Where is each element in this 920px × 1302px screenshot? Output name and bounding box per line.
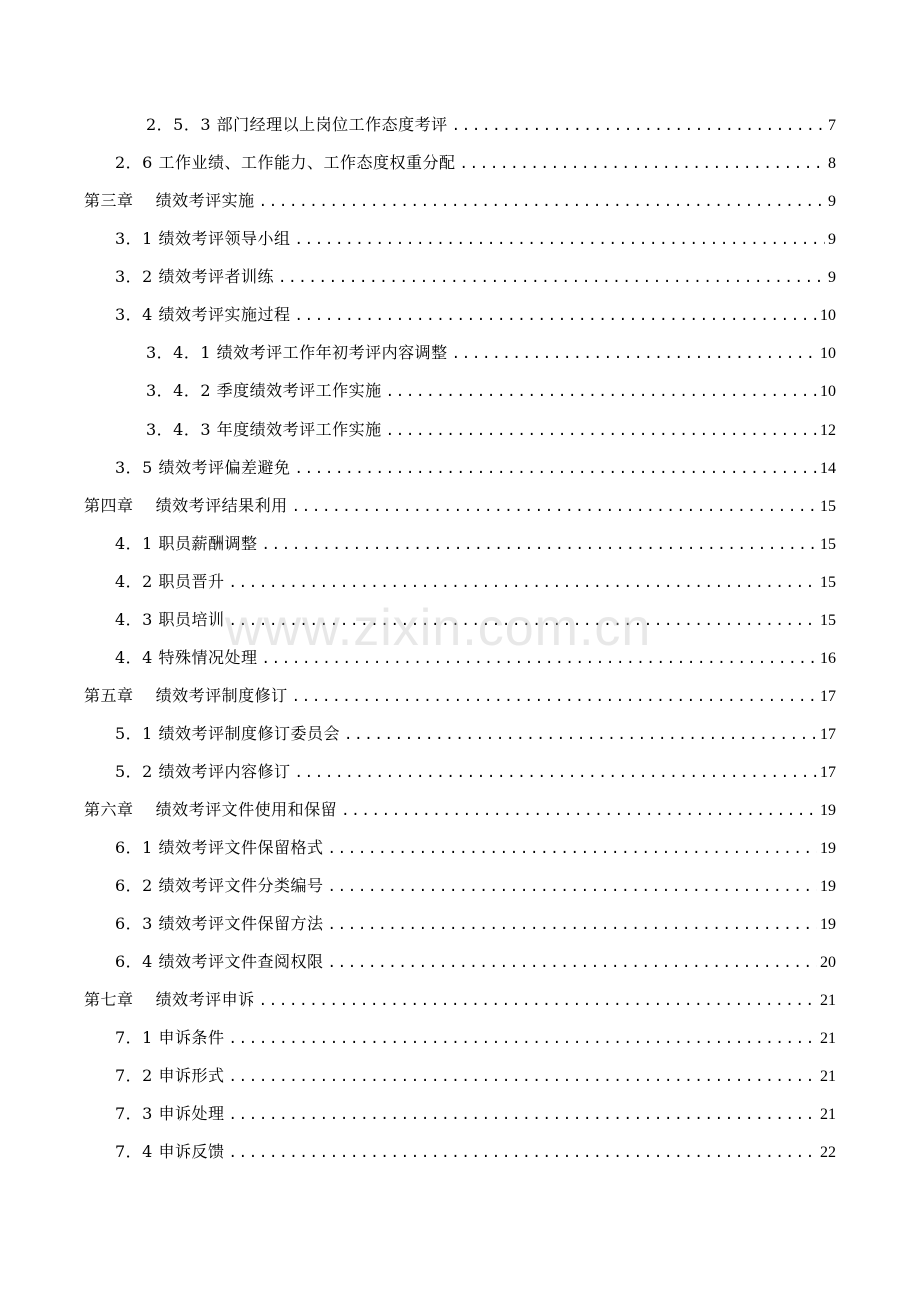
toc-entry-title: 3．2 绩效考评者训练	[115, 267, 274, 286]
toc-entry[interactable]	[146, 113, 836, 137]
toc-entry-title: 4．1 职员薪酬调整	[115, 534, 258, 553]
toc-dot-leader	[327, 837, 817, 861]
toc-entry-title: 第三章 绩效考评实施	[84, 191, 255, 210]
toc-entry-title: 4．4 特殊情况处理	[115, 648, 258, 667]
toc-dot-leader	[261, 533, 817, 557]
toc-entry-title: 4．3 职员培训	[115, 610, 225, 629]
toc-entry-title: 第四章 绩效考评结果利用	[84, 496, 288, 515]
toc-dot-leader	[294, 228, 825, 252]
toc-entry[interactable]	[115, 265, 836, 289]
toc-dot-leader	[228, 1065, 817, 1089]
toc-page-number: 15	[820, 612, 836, 629]
toc-page-number: 12	[820, 422, 836, 439]
toc-dot-leader	[459, 152, 825, 176]
toc-dot-leader	[294, 761, 817, 785]
toc-chapter-entry[interactable]	[84, 684, 836, 708]
toc-page-number: 8	[828, 155, 836, 172]
toc-entry[interactable]	[115, 1026, 836, 1050]
toc-page-number: 9	[828, 269, 836, 286]
toc-entry[interactable]	[115, 303, 836, 327]
toc-entry[interactable]	[115, 608, 836, 632]
toc-page-number: 16	[820, 650, 836, 667]
toc-page-number: 22	[820, 1144, 836, 1161]
toc-entry[interactable]	[115, 151, 836, 175]
toc-entry-title: 7．3 申诉处理	[115, 1104, 225, 1123]
toc-page-number: 19	[820, 802, 836, 819]
toc-entry-title: 2．5．3 部门经理以上岗位工作态度考评	[146, 115, 448, 134]
toc-dot-leader	[259, 989, 817, 1013]
toc-entry-title: 7．2 申诉形式	[115, 1066, 225, 1085]
toc-entry-title: 5．2 绩效考评内容修订	[115, 762, 291, 781]
toc-page-number: 17	[820, 726, 836, 743]
toc-dot-leader	[327, 951, 817, 975]
toc-entry[interactable]	[115, 646, 836, 670]
toc-dot-leader	[292, 495, 817, 519]
toc-page-number: 17	[820, 688, 836, 705]
toc-dot-leader	[452, 114, 825, 138]
toc-page-number: 15	[820, 574, 836, 591]
toc-chapter-entry[interactable]	[84, 988, 836, 1012]
toc-entry[interactable]	[115, 836, 836, 860]
toc-entry-title: 第七章 绩效考评申诉	[84, 990, 255, 1009]
toc-entry-title: 4．2 职员晋升	[115, 572, 225, 591]
toc-page-number: 10	[820, 307, 836, 324]
toc-entry[interactable]	[115, 874, 836, 898]
toc-entry-title: 3．4．2 季度绩效考评工作实施	[146, 381, 382, 400]
toc-entry[interactable]	[115, 760, 836, 784]
toc-page-number: 17	[820, 764, 836, 781]
toc-dot-leader	[228, 1141, 817, 1165]
toc-page-number: 7	[828, 117, 836, 134]
toc-entry[interactable]	[115, 1102, 836, 1126]
toc-entry[interactable]	[146, 379, 836, 403]
toc-dot-leader	[294, 304, 817, 328]
toc-dot-leader	[228, 609, 817, 633]
toc-dot-leader	[228, 1103, 817, 1127]
toc-entry-title: 第五章 绩效考评制度修订	[84, 686, 288, 705]
toc-entry[interactable]	[115, 456, 836, 480]
toc-dot-leader	[294, 457, 817, 481]
toc-entry-title: 3．4．3 年度绩效考评工作实施	[146, 420, 382, 439]
toc-entry-title: 5．1 绩效考评制度修订委员会	[115, 724, 340, 743]
toc-dot-leader	[261, 647, 817, 671]
toc-dot-leader	[344, 723, 817, 747]
toc-page-number: 9	[828, 231, 836, 248]
toc-page-number: 21	[820, 1030, 836, 1047]
watermark: www.zixin.com.cn	[225, 599, 652, 657]
toc-page-number: 9	[828, 193, 836, 210]
toc-dot-leader	[292, 685, 817, 709]
toc-dot-leader	[327, 875, 817, 899]
toc-chapter-entry[interactable]	[84, 189, 836, 213]
toc-page-number: 19	[820, 840, 836, 857]
toc-page-number: 19	[820, 878, 836, 895]
toc-page-number: 21	[820, 1068, 836, 1085]
toc-page-number: 20	[820, 954, 836, 971]
toc-entry[interactable]	[146, 341, 836, 365]
toc-page-number: 15	[820, 498, 836, 515]
toc-entry[interactable]	[115, 1064, 836, 1088]
toc-page-number: 14	[820, 460, 836, 477]
toc-dot-leader	[452, 342, 817, 366]
toc-entry-title: 3．5 绩效考评偏差避免	[115, 458, 291, 477]
toc-dot-leader	[341, 799, 817, 823]
toc-entry-title: 第六章 绩效考评文件使用和保留	[84, 800, 338, 819]
toc-entry[interactable]	[115, 532, 836, 556]
toc-page-number: 19	[820, 916, 836, 933]
toc-page-number: 21	[820, 992, 836, 1009]
toc-page-number: 10	[820, 345, 836, 362]
toc-page-number: 10	[820, 383, 836, 400]
toc-entry-title: 2．6 工作业绩、工作能力、工作态度权重分配	[115, 153, 456, 172]
toc-dot-leader	[327, 913, 817, 937]
toc-entry-title: 3．4 绩效考评实施过程	[115, 305, 291, 324]
toc-chapter-entry[interactable]	[84, 494, 836, 518]
toc-entry[interactable]	[115, 912, 836, 936]
toc-dot-leader	[228, 1027, 817, 1051]
toc-entry-title: 7．1 申诉条件	[115, 1028, 225, 1047]
toc-page-number: 15	[820, 536, 836, 553]
toc-entry-title: 7．4 申诉反馈	[115, 1142, 225, 1161]
toc-dot-leader	[386, 419, 817, 443]
toc-entry[interactable]	[146, 418, 836, 442]
toc-entry[interactable]	[115, 722, 836, 746]
toc-entry-title: 3．1 绩效考评领导小组	[115, 229, 291, 248]
toc-entry[interactable]	[115, 570, 836, 594]
toc-entry-title: 6．2 绩效考评文件分类编号	[115, 876, 324, 895]
toc-entry-title: 6．3 绩效考评文件保留方法	[115, 914, 324, 933]
toc-chapter-entry[interactable]	[84, 798, 836, 822]
toc-entry[interactable]	[115, 950, 836, 974]
toc-dot-leader	[228, 571, 817, 595]
toc-entry-title: 3．4．1 绩效考评工作年初考评内容调整	[146, 343, 448, 362]
toc-entry[interactable]	[115, 227, 836, 251]
toc-dot-leader	[259, 190, 825, 214]
toc-entry-title: 6．1 绩效考评文件保留格式	[115, 838, 324, 857]
toc-dot-leader	[386, 380, 817, 404]
toc-entry-title: 6．4 绩效考评文件查阅权限	[115, 952, 324, 971]
toc-page-number: 21	[820, 1106, 836, 1123]
toc-entry[interactable]	[115, 1140, 836, 1164]
toc-dot-leader	[278, 266, 825, 290]
